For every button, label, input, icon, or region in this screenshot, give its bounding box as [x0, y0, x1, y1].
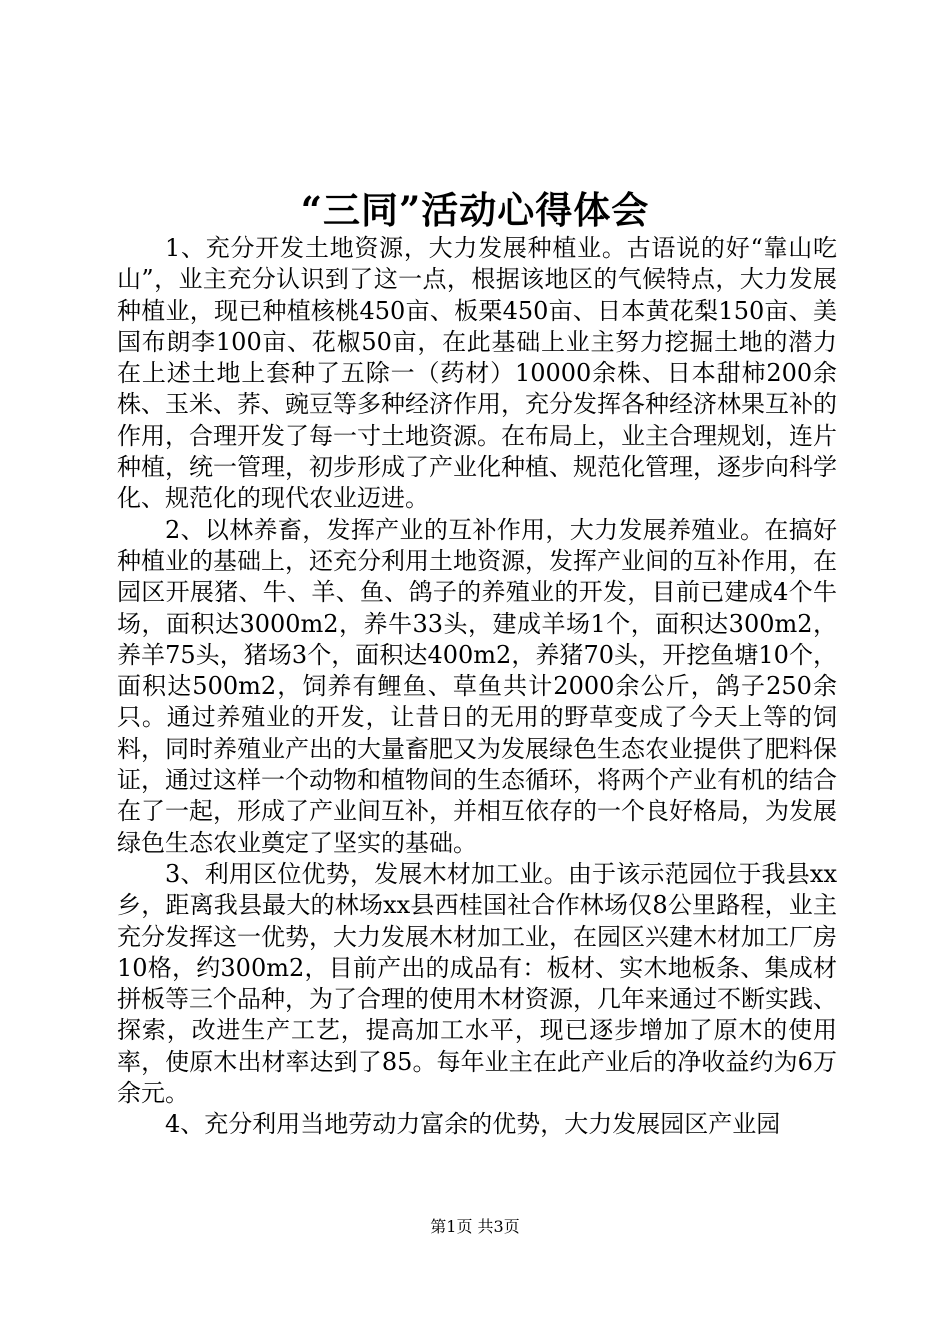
paragraph-1: 1、充分开发土地资源，大力发展种植业。古语说的好“靠山吃山”，业主充分认识到了这一点，根据该地区的气候特点，大力发展种植业，现已种植核桃450亩、板栗450亩、日本黄花梨150亩、美国布朗李100亩、花椒50亩，在此基础上业主努力挖掘土地的潜力在上述土地上套种了五除一（药材）10000余株、日本甜柿200余株、玉米、荞、豌豆等多种经济作用，充分发挥各种经济林果互补的作用，合理开发了每一寸土地资源。在布局上，业主合理规划，连片种植，统一管理，初步形成了产业化种植、规范化管理，逐步向科学化、规范化的现代农业迈进。 [117, 234, 837, 513]
page-number-footer: 第1页 共3页 [430, 1217, 520, 1236]
paragraph-2: 2、以林养畜，发挥产业的互补作用，大力发展养殖业。在搞好种植业的基础上，还充分利用土地资源，发挥产业间的互补作用，在园区开展猪、牛、羊、鱼、鸽子的养殖业的开发，目前已建成4个牛场，面积达3000m2，养牛33头，建成羊场1个，面积达300m2，养羊75头，猪场3个，面积达400m2，养猪70头，开挖鱼塘10个，面积达500m2，饲养有鲤鱼、草鱼共计2000余公斤，鸽子250余只。通过养殖业的开发，让昔日的无用的野草变成了今天上等的饲料，同时养殖业产出的大量畜肥又为发展绿色生态农业提供了肥料保证，通过这样一个动物和植物间的生态循环，将两个产业有机的结合在了一起，形成了产业间互补，并相互依存的一个良好格局，为发展绿色生态农业奠定了坚实的基础。 [117, 515, 837, 857]
document-body [117, 233, 837, 1141]
document-title: “三同”活动心得体会 [300, 188, 650, 232]
paragraph-3: 3、利用区位优势，发展木材加工业。由于该示范园位于我县xx乡，距离我县最大的林场xx县西桂国社合作林场仅8公里路程，业主充分发挥这一优势，大力发展木材加工业，在园区兴建木材加工厂房10格，约300m2，目前产出的成品有：板材、实木地板条、集成材拼板等三个品种，为了合理的使用木材资源，几年来通过不断实践、探索，改进生产工艺，提高加工水平，现已逐步增加了原木的使用率，使原木出材率达到了85。每年业主在此产业后的净收益约为6万余元。 [117, 859, 837, 1108]
paragraph-4: 4、充分利用当地劳动力富余的优势，大力发展园区产业园 [165, 1110, 781, 1139]
